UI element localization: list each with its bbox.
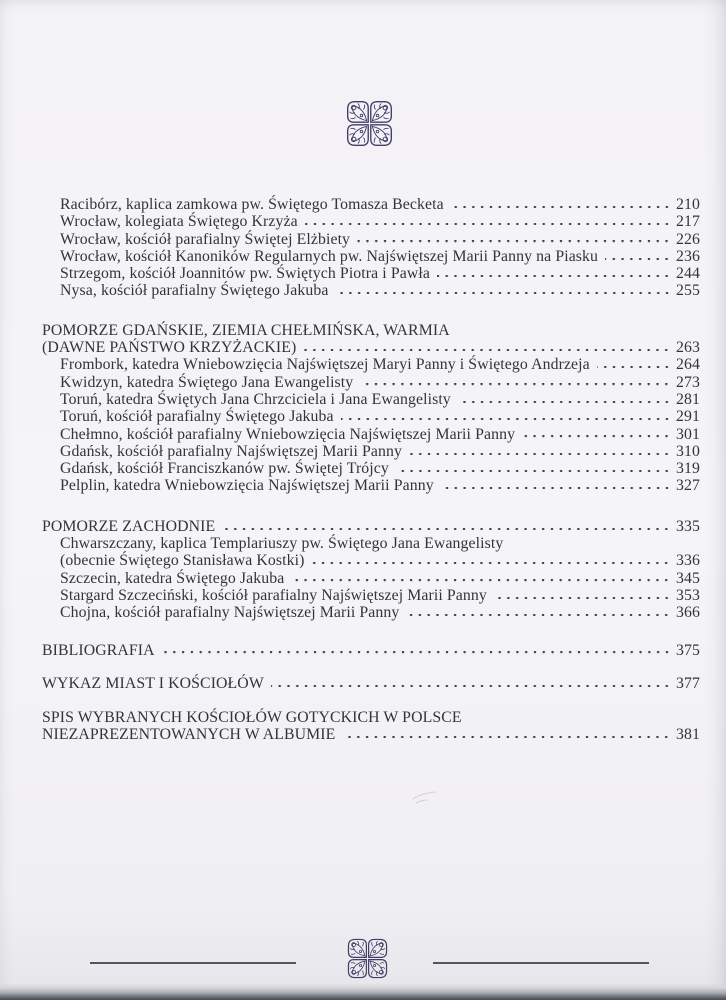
dotted-leader <box>451 206 673 209</box>
toc-entry-line <box>42 248 700 265</box>
toc-entry-page-number: 236 <box>676 247 700 265</box>
toc-entry-title: Pelplin, katedra Wniebowzięcia Najświętszej Marii Panny <box>60 477 434 495</box>
toc-entry-line <box>42 604 700 621</box>
dotted-leader <box>360 383 673 386</box>
toc-section <box>42 322 700 495</box>
toc-entry-line <box>42 213 700 230</box>
toc-entry-line <box>42 443 700 460</box>
toc-section <box>42 709 700 744</box>
toc-entry-line <box>42 477 700 494</box>
toc-entry-line <box>42 356 700 373</box>
toc-entry-title: Wrocław, kościół parafialny Świętej Elżbiety <box>60 230 351 248</box>
toc-section-heading-line <box>42 339 700 356</box>
dotted-leader <box>303 349 673 352</box>
toc-section-heading-title: WYKAZ MIAST I KOŚCIOŁÓW <box>42 675 264 693</box>
dotted-leader <box>441 487 673 490</box>
toc-entry-title: Stargard Szczeciński, kościół parafialny Najświętszej Marii Panny <box>60 586 487 604</box>
toc-entry-title: Toruń, kościół parafialny Świętego Jakuba <box>60 408 334 426</box>
toc-section <box>42 518 700 622</box>
toc-section-heading-line <box>42 642 700 659</box>
toc-entry-page-number: 345 <box>676 569 700 587</box>
toc-section <box>42 675 700 692</box>
dotted-leader <box>311 562 673 565</box>
toc-entry-title: Toruń, katedra Świętych Jana Chrzciciela i Jana Ewangelisty <box>60 390 451 408</box>
toc-entry-line <box>42 535 700 552</box>
toc-entry-page-number: 255 <box>676 282 700 300</box>
toc-section-heading-title: BIBLIOGRAFIA <box>42 641 155 659</box>
toc-entry-title: Strzegom, kościół Joannitów pw. Świętych Piotra i Pawła <box>60 265 430 283</box>
dotted-leader <box>271 685 673 688</box>
dotted-leader <box>396 470 673 473</box>
toc-entry-title: Racibórz, kaplica zamkowa pw. Świętego Tomasza Becketa <box>60 196 444 213</box>
dotted-leader <box>305 223 673 226</box>
toc-entry-page-number: 310 <box>676 442 700 460</box>
toc-section <box>42 642 700 659</box>
dotted-leader <box>336 292 673 295</box>
toc-entry-line <box>42 552 700 569</box>
toc-entry-line <box>42 408 700 425</box>
toc-entry-line <box>42 231 700 248</box>
dotted-leader <box>341 418 673 421</box>
toc-entry-page-number: 319 <box>676 460 700 478</box>
toc-section-heading-line <box>42 709 700 726</box>
toc-section-heading-line <box>42 726 700 743</box>
dotted-leader <box>522 435 673 438</box>
dotted-leader <box>357 240 673 243</box>
dotted-leader <box>437 275 673 278</box>
dotted-leader <box>597 366 673 369</box>
footer-rule-right <box>433 962 649 964</box>
dotted-leader <box>458 401 673 404</box>
toc-entry-page-number: 327 <box>676 477 700 495</box>
toc-entry-page-number: 291 <box>676 408 700 426</box>
toc-entry-title: Chojna, kościół parafialny Najświętszej Marii Panny <box>60 604 400 622</box>
dotted-leader <box>409 453 673 456</box>
dotted-leader <box>291 579 673 582</box>
toc-section-heading-page-number: 335 <box>676 517 700 535</box>
toc-entry-title: Wrocław, kościół Kanoników Regularnych pw. Najświętszej Marii Panny na Piasku <box>60 247 599 265</box>
table-of-contents <box>42 196 700 744</box>
toc-entry-title: Chwarszczany, kaplica Templariuszy pw. Świętego Jana Ewangelisty <box>60 535 504 553</box>
toc-entry-title: Chełmno, kościół parafialny Wniebowzięcia Najświętszej Marii Panny <box>60 425 516 443</box>
toc-entry-title: Wrocław, kolegiata Świętego Krzyża <box>60 213 298 231</box>
toc-entry-title: Gdańsk, kościół Franciszkanów pw. Świętej Trójcy <box>60 460 389 478</box>
toc-entry-line <box>42 587 700 604</box>
toc-entry-page-number: 210 <box>676 196 700 213</box>
toc-entry-page-number: 273 <box>676 373 700 391</box>
toc-entry-line <box>42 426 700 443</box>
quatrefoil-fleuron-icon <box>347 937 388 980</box>
toc-entry-page-number: 301 <box>676 425 700 443</box>
toc-section-heading-title: SPIS WYBRANYCH KOŚCIOŁÓW GOTYCKICH W POLSCE <box>42 709 462 727</box>
toc-entry-page-number: 336 <box>676 552 700 570</box>
toc-entry-page-number: 366 <box>676 604 700 622</box>
toc-entry-title: Szczecin, katedra Świętego Jakuba <box>60 569 285 587</box>
dotted-leader <box>342 736 673 739</box>
toc-entry-line <box>42 391 700 408</box>
pencil-mark <box>405 786 447 810</box>
dotted-leader <box>162 651 673 654</box>
toc-section <box>42 196 700 300</box>
toc-entry-line <box>42 265 700 282</box>
toc-entry-line <box>42 460 700 477</box>
toc-entry-title: Gdańsk, kościół parafialny Najświętszej Marii Panny <box>60 442 403 460</box>
toc-section-heading-title: POMORZE ZACHODNIE <box>42 517 216 535</box>
toc-section-heading-line <box>42 322 700 339</box>
footer-rule-left <box>90 962 296 964</box>
dotted-leader <box>222 528 673 531</box>
toc-section-heading-title: NIEZAPREZENTOWANYCH W ALBUMIE <box>42 726 336 744</box>
toc-entry-line <box>42 282 700 299</box>
quatrefoil-fleuron-icon <box>346 97 393 150</box>
toc-entry-page-number: 226 <box>676 230 700 248</box>
toc-entry-title: Nysa, kościół parafialny Świętego Jakuba <box>60 282 329 300</box>
dotted-leader <box>605 258 673 261</box>
toc-section-heading-page-number: 381 <box>676 726 700 744</box>
toc-section-heading-page-number: 377 <box>676 675 700 693</box>
toc-section-heading-title: (DAWNE PAŃSTWO KRZYŻACKIE) <box>42 339 297 357</box>
scan-edge-shadow <box>0 983 726 1000</box>
toc-entry-title: (obecnie Świętego Stanisława Kostki) <box>60 552 305 570</box>
toc-section-heading-line <box>42 518 700 535</box>
toc-entry-line <box>42 374 700 391</box>
toc-entry-line <box>42 196 700 213</box>
toc-entry-line <box>42 570 700 587</box>
toc-entry-page-number: 281 <box>676 390 700 408</box>
toc-entry-page-number: 244 <box>676 265 700 283</box>
toc-section-heading-title: POMORZE GDAŃSKIE, ZIEMIA CHEŁMIŃSKA, WARMIA <box>42 321 450 339</box>
toc-entry-page-number: 217 <box>676 213 700 231</box>
toc-entry-page-number: 353 <box>676 586 700 604</box>
toc-entry-page-number: 264 <box>676 356 700 374</box>
toc-entry-title: Frombork, katedra Wniebowzięcia Najświętszej Maryi Panny i Świętego Andrzeja <box>60 356 590 374</box>
toc-section-heading-page-number: 375 <box>676 641 700 659</box>
toc-section-heading-line <box>42 675 700 692</box>
dotted-leader <box>494 597 673 600</box>
toc-entry-title: Kwidzyn, katedra Świętego Jana Ewangelisty <box>60 373 354 391</box>
dotted-leader <box>406 614 673 617</box>
toc-section-heading-page-number: 263 <box>676 339 700 357</box>
